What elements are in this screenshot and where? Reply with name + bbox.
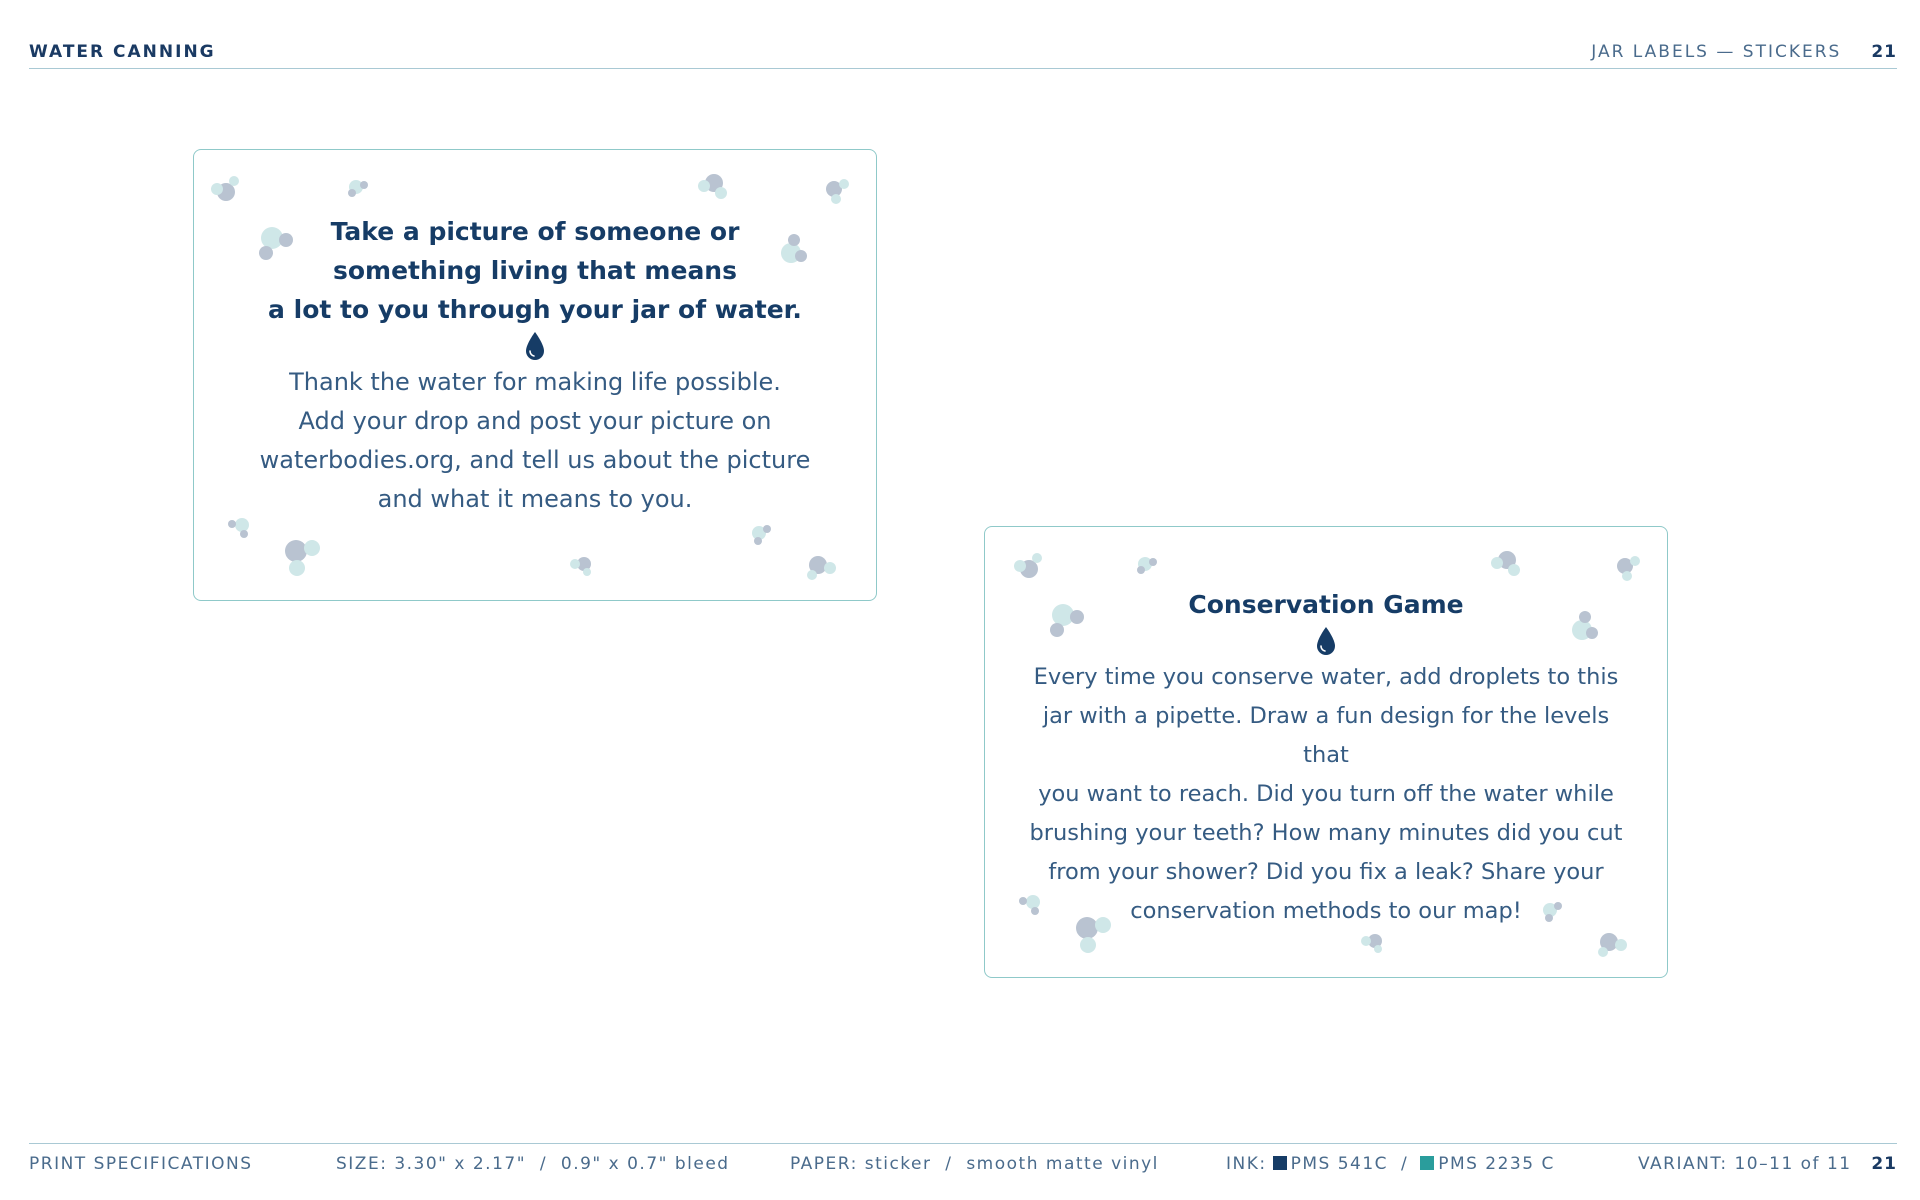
card-title: Conservation Game	[1188, 590, 1464, 619]
footer-paper: PAPER: sticker / smooth matte vinyl	[790, 1154, 1159, 1174]
page-header	[29, 38, 1897, 69]
card-title: Take a picture of someone or something living that means a lot to you through your jar of water.	[268, 217, 802, 324]
ink-separator: /	[1400, 1154, 1409, 1174]
footer-size: SIZE: 3.30" x 2.17" / 0.9" x 0.7" bleed	[336, 1154, 730, 1174]
footer-variant: VARIANT: 10–11 of 11	[1638, 1154, 1852, 1174]
water-drop-icon	[1315, 626, 1337, 656]
header-section	[1591, 42, 1897, 62]
ink-label: INK:	[1226, 1154, 1267, 1174]
ink-1: PMS 541C	[1290, 1154, 1389, 1174]
ink-swatch-navy	[1273, 1156, 1287, 1170]
footer-label: PRINT SPECIFICATIONS	[29, 1154, 253, 1174]
card-body: Every time you conserve water, add droplets to this jar with a pipette. Draw a fun design for the levels that you want to reach. Did you turn off the water while brushing your teeth? How many minutes did you cut from your shower? Did you fix a leak? Share your conservation methods to our map!	[1029, 664, 1623, 924]
header-title: WATER CANNING	[29, 42, 216, 62]
footer-ink	[1226, 1154, 1555, 1174]
label-card-picture	[193, 149, 877, 601]
ink-2: PMS 2235 C	[1438, 1154, 1555, 1174]
card-content	[1025, 585, 1627, 931]
print-specifications-footer	[29, 1143, 1897, 1184]
header-section-label: JAR LABELS — STICKERS	[1591, 42, 1842, 62]
card-content	[234, 212, 836, 519]
ink-swatch-teal	[1420, 1156, 1434, 1170]
header-page-number: 21	[1871, 42, 1897, 62]
card-body: Thank the water for making life possible. Add your drop and post your picture on waterbodies.org, and tell us about the picture and what it means to you.	[259, 368, 811, 513]
water-drop-icon	[524, 331, 546, 361]
footer-page-number: 21	[1871, 1154, 1897, 1174]
label-card-conservation	[984, 526, 1668, 978]
